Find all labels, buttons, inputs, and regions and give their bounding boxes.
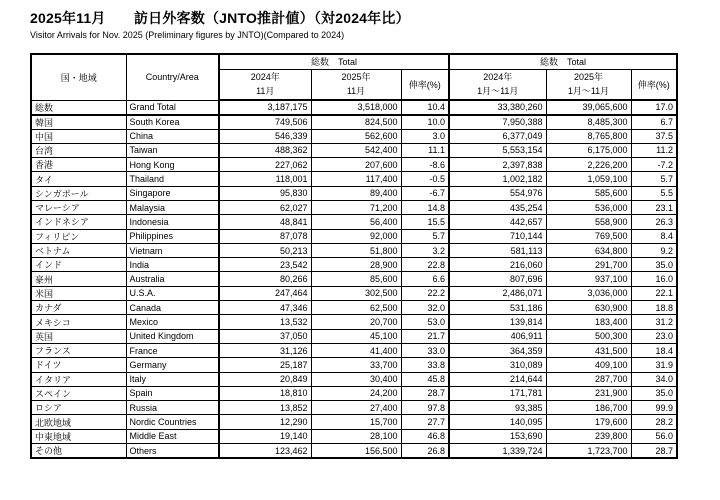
col-header-country-jp: 国・地域 (31, 54, 126, 100)
cell-country-jp: 台湾 (31, 143, 126, 157)
month-label: 11月 (256, 86, 275, 97)
cell-ytd-2024: 6,377,049 (449, 129, 546, 143)
table-body (31, 100, 677, 458)
cell-nov-2024: 23,542 (219, 258, 311, 272)
cell-nov-2024: 25,187 (219, 358, 311, 372)
cell-country-jp: シンガポール (31, 186, 126, 200)
cell-country-en: Spain (126, 386, 219, 400)
cell-country-jp: 米国 (31, 286, 126, 300)
cell-ytd-2025: 937,100 (546, 272, 631, 286)
table-row (31, 358, 677, 372)
cell-ytd-2024: 153,690 (449, 429, 546, 443)
cell-nov-2024: 50,213 (219, 243, 311, 257)
cell-ytd-2024: 214,644 (449, 372, 546, 386)
cell-ytd-2024: 33,380,260 (449, 100, 546, 115)
cell-nov-2025: 56,400 (311, 215, 401, 229)
cell-country-jp: その他 (31, 444, 126, 459)
cell-growth-nov: 11.1 (401, 143, 449, 157)
cell-growth-nov: 97.8 (401, 401, 449, 415)
cell-nov-2024: 47,346 (219, 301, 311, 315)
cell-country-en: Canada (126, 301, 219, 315)
table-row (31, 100, 677, 115)
table-row (31, 115, 677, 130)
cell-growth-nov: -6.7 (401, 186, 449, 200)
cell-country-jp: スペイン (31, 386, 126, 400)
cell-ytd-2025: 6,175,000 (546, 143, 631, 157)
cell-country-jp: ベトナム (31, 243, 126, 257)
cell-growth-ytd: 6.7 (631, 115, 677, 130)
cell-growth-ytd: 5.5 (631, 186, 677, 200)
cell-ytd-2024: 5,553,154 (449, 143, 546, 157)
cell-ytd-2024: 140,095 (449, 415, 546, 429)
cell-country-en: Singapore (126, 186, 219, 200)
cell-ytd-2024: 2,397,838 (449, 158, 546, 172)
cell-growth-nov: 15.5 (401, 215, 449, 229)
cell-country-jp: イタリア (31, 372, 126, 386)
cell-nov-2025: 71,200 (311, 200, 401, 214)
cell-growth-ytd: 99.9 (631, 401, 677, 415)
table-row (31, 172, 677, 186)
col-group-total-monthly: 総数 Total (219, 54, 449, 69)
cell-growth-nov: 28.7 (401, 386, 449, 400)
cell-country-en: France (126, 343, 219, 357)
cell-ytd-2025: 186,700 (546, 401, 631, 415)
col-header-2025-ytd (546, 69, 631, 100)
cell-nov-2024: 18,810 (219, 386, 311, 400)
cell-country-en: Russia (126, 401, 219, 415)
cell-ytd-2024: 1,339,724 (449, 444, 546, 459)
cell-nov-2024: 31,126 (219, 343, 311, 357)
cell-ytd-2025: 179,600 (546, 415, 631, 429)
cell-country-jp: 豪州 (31, 272, 126, 286)
cell-country-jp: メキシコ (31, 315, 126, 329)
cell-growth-nov: 26.8 (401, 444, 449, 459)
col-header-country-en: Country/Area (126, 54, 219, 100)
cell-ytd-2024: 531,186 (449, 301, 546, 315)
cell-nov-2024: 37,050 (219, 329, 311, 343)
page-subtitle: Visitor Arrivals for Nov. 2025 (Preliminary figures by JNTO)(Compared to 2024) (30, 30, 345, 40)
table-row (31, 158, 677, 172)
cell-nov-2025: 562,600 (311, 129, 401, 143)
cell-nov-2024: 12,290 (219, 415, 311, 429)
cell-nov-2024: 95,830 (219, 186, 311, 200)
page-title: 2025年11月 訪日外客数（JNTO推計値）（対2024年比） (30, 10, 410, 26)
cell-growth-nov: 10.4 (401, 100, 449, 115)
cell-nov-2024: 488,362 (219, 143, 311, 157)
cell-growth-ytd: 35.0 (631, 386, 677, 400)
cell-nov-2025: 302,500 (311, 286, 401, 300)
cell-nov-2024: 3,187,175 (219, 100, 311, 115)
cell-country-en: Vietnam (126, 243, 219, 257)
col-header-growth-nov: 伸率(%) (401, 69, 449, 100)
cell-country-jp: 北欧地域 (31, 415, 126, 429)
cell-ytd-2025: 431,500 (546, 343, 631, 357)
year-label: 2024年 (483, 72, 513, 83)
month-label: 1月～11月 (477, 86, 519, 97)
cell-ytd-2025: 239,800 (546, 429, 631, 443)
year-label: 2024年 (250, 72, 280, 83)
cell-nov-2025: 41,400 (311, 343, 401, 357)
cell-nov-2025: 117,400 (311, 172, 401, 186)
cell-ytd-2024: 581,113 (449, 243, 546, 257)
cell-growth-ytd: 35.0 (631, 258, 677, 272)
cell-nov-2024: 749,506 (219, 115, 311, 130)
month-label: 1月～11月 (567, 86, 610, 97)
cell-growth-ytd: 28.2 (631, 415, 677, 429)
cell-country-jp: ドイツ (31, 358, 126, 372)
cell-ytd-2024: 435,254 (449, 200, 546, 214)
table-row (31, 186, 677, 200)
cell-country-jp: カナダ (31, 301, 126, 315)
cell-nov-2025: 62,500 (311, 301, 401, 315)
cell-growth-ytd: 11.2 (631, 143, 677, 157)
table-row (31, 143, 677, 157)
cell-country-en: Grand Total (126, 100, 219, 115)
cell-growth-nov: 27.7 (401, 415, 449, 429)
table-row (31, 200, 677, 214)
table-row (31, 301, 677, 315)
cell-nov-2025: 28,100 (311, 429, 401, 443)
table-row (31, 444, 677, 459)
cell-nov-2025: 92,000 (311, 229, 401, 243)
cell-nov-2024: 80,266 (219, 272, 311, 286)
cell-ytd-2025: 39,065,600 (546, 100, 631, 115)
col-header-2024-nov (219, 69, 311, 100)
cell-ytd-2025: 287,700 (546, 372, 631, 386)
cell-country-en: Taiwan (126, 143, 219, 157)
cell-growth-nov: 33.0 (401, 343, 449, 357)
cell-country-en: South Korea (126, 115, 219, 130)
cell-ytd-2025: 558,900 (546, 215, 631, 229)
cell-nov-2024: 20,849 (219, 372, 311, 386)
cell-growth-nov: -0.5 (401, 172, 449, 186)
cell-ytd-2024: 93,385 (449, 401, 546, 415)
cell-country-en: Philippines (126, 229, 219, 243)
cell-ytd-2025: 500,300 (546, 329, 631, 343)
cell-growth-ytd: 34.0 (631, 372, 677, 386)
cell-country-en: India (126, 258, 219, 272)
col-header-growth-ytd: 伸率(%) (631, 69, 677, 100)
year-label: 2025年 (341, 72, 371, 83)
cell-nov-2025: 3,518,000 (311, 100, 401, 115)
cell-growth-ytd: 5.7 (631, 172, 677, 186)
cell-ytd-2025: 8,765,800 (546, 129, 631, 143)
cell-ytd-2024: 554,976 (449, 186, 546, 200)
cell-country-en: Hong Kong (126, 158, 219, 172)
table-row (31, 343, 677, 357)
cell-nov-2025: 27,400 (311, 401, 401, 415)
table-row (31, 329, 677, 343)
cell-growth-nov: 22.8 (401, 258, 449, 272)
cell-ytd-2025: 183,400 (546, 315, 631, 329)
cell-country-jp: マレーシア (31, 200, 126, 214)
cell-country-jp: 総数 (31, 100, 126, 115)
cell-country-jp: フランス (31, 343, 126, 357)
cell-growth-nov: 53.0 (401, 315, 449, 329)
cell-growth-nov: 33.8 (401, 358, 449, 372)
cell-country-jp: インド (31, 258, 126, 272)
cell-country-jp: 英国 (31, 329, 126, 343)
cell-growth-nov: 32.0 (401, 301, 449, 315)
cell-growth-nov: 46.8 (401, 429, 449, 443)
cell-growth-ytd: 37.5 (631, 129, 677, 143)
cell-growth-nov: 6.6 (401, 272, 449, 286)
cell-country-en: Mexico (126, 315, 219, 329)
col-header-2025-nov (311, 69, 401, 100)
cell-ytd-2024: 139,814 (449, 315, 546, 329)
cell-nov-2025: 207,600 (311, 158, 401, 172)
cell-country-en: Thailand (126, 172, 219, 186)
cell-growth-ytd: -7.2 (631, 158, 677, 172)
cell-nov-2024: 247,464 (219, 286, 311, 300)
table-row (31, 315, 677, 329)
cell-nov-2025: 15,700 (311, 415, 401, 429)
cell-ytd-2025: 2,226,200 (546, 158, 631, 172)
cell-ytd-2025: 3,036,000 (546, 286, 631, 300)
cell-nov-2025: 20,700 (311, 315, 401, 329)
cell-country-en: Australia (126, 272, 219, 286)
cell-country-en: Nordic Countries (126, 415, 219, 429)
cell-country-jp: ロシア (31, 401, 126, 415)
cell-ytd-2024: 364,359 (449, 343, 546, 357)
cell-ytd-2025: 291,700 (546, 258, 631, 272)
cell-ytd-2025: 769,500 (546, 229, 631, 243)
cell-ytd-2025: 1,723,700 (546, 444, 631, 459)
cell-ytd-2024: 1,002,182 (449, 172, 546, 186)
cell-nov-2024: 118,001 (219, 172, 311, 186)
cell-growth-nov: 3.2 (401, 243, 449, 257)
cell-nov-2025: 28,900 (311, 258, 401, 272)
cell-growth-nov: 21.7 (401, 329, 449, 343)
cell-country-jp: インドネシア (31, 215, 126, 229)
cell-ytd-2024: 171,781 (449, 386, 546, 400)
cell-ytd-2025: 409,100 (546, 358, 631, 372)
cell-country-jp: タイ (31, 172, 126, 186)
cell-ytd-2025: 634,800 (546, 243, 631, 257)
cell-nov-2025: 30,400 (311, 372, 401, 386)
cell-country-en: United Kingdom (126, 329, 219, 343)
cell-ytd-2025: 585,600 (546, 186, 631, 200)
cell-growth-ytd: 56.0 (631, 429, 677, 443)
table-row (31, 258, 677, 272)
cell-country-en: Middle East (126, 429, 219, 443)
table-row (31, 386, 677, 400)
cell-nov-2024: 546,339 (219, 129, 311, 143)
table-row (31, 429, 677, 443)
cell-growth-nov: 45.8 (401, 372, 449, 386)
cell-nov-2025: 24,200 (311, 386, 401, 400)
cell-nov-2025: 824,500 (311, 115, 401, 130)
cell-country-jp: 中国 (31, 129, 126, 143)
cell-growth-ytd: 18.4 (631, 343, 677, 357)
cell-ytd-2024: 442,657 (449, 215, 546, 229)
table-row (31, 286, 677, 300)
cell-growth-nov: -8.6 (401, 158, 449, 172)
cell-nov-2025: 89,400 (311, 186, 401, 200)
table-row (31, 415, 677, 429)
table-row (31, 229, 677, 243)
cell-country-en: Italy (126, 372, 219, 386)
cell-nov-2024: 19,140 (219, 429, 311, 443)
cell-ytd-2024: 310,089 (449, 358, 546, 372)
cell-growth-ytd: 8.4 (631, 229, 677, 243)
month-label: 11月 (346, 86, 366, 97)
header-group-row (31, 54, 677, 69)
table-row (31, 129, 677, 143)
visitor-arrivals-table (30, 53, 678, 459)
table-row (31, 272, 677, 286)
table-header (31, 54, 677, 100)
cell-country-en: Others (126, 444, 219, 459)
table-row (31, 401, 677, 415)
cell-growth-ytd: 31.9 (631, 358, 677, 372)
cell-country-jp: 中東地域 (31, 429, 126, 443)
col-group-total-ytd: 総数 Total (449, 54, 677, 69)
cell-ytd-2025: 536,000 (546, 200, 631, 214)
cell-ytd-2025: 8,485,300 (546, 115, 631, 130)
cell-growth-nov: 10.0 (401, 115, 449, 130)
table-row (31, 243, 677, 257)
cell-country-jp: 香港 (31, 158, 126, 172)
cell-ytd-2024: 2,486,071 (449, 286, 546, 300)
cell-nov-2024: 62,027 (219, 200, 311, 214)
cell-nov-2025: 45,100 (311, 329, 401, 343)
cell-nov-2024: 87,078 (219, 229, 311, 243)
cell-nov-2024: 13,532 (219, 315, 311, 329)
table-row (31, 372, 677, 386)
cell-growth-ytd: 22.1 (631, 286, 677, 300)
table-row (31, 215, 677, 229)
cell-growth-ytd: 18.8 (631, 301, 677, 315)
cell-growth-nov: 14.8 (401, 200, 449, 214)
cell-country-jp: フィリピン (31, 229, 126, 243)
cell-growth-nov: 22.2 (401, 286, 449, 300)
cell-country-en: Germany (126, 358, 219, 372)
cell-nov-2025: 51,800 (311, 243, 401, 257)
cell-growth-ytd: 23.0 (631, 329, 677, 343)
cell-growth-ytd: 9.2 (631, 243, 677, 257)
cell-country-jp: 韓国 (31, 115, 126, 130)
cell-country-en: China (126, 129, 219, 143)
cell-nov-2025: 85,600 (311, 272, 401, 286)
cell-country-en: Indonesia (126, 215, 219, 229)
cell-growth-ytd: 17.0 (631, 100, 677, 115)
cell-nov-2025: 542,400 (311, 143, 401, 157)
cell-nov-2024: 123,462 (219, 444, 311, 459)
cell-ytd-2025: 231,900 (546, 386, 631, 400)
year-label: 2025年 (573, 72, 604, 83)
cell-growth-ytd: 16.0 (631, 272, 677, 286)
cell-ytd-2024: 710,144 (449, 229, 546, 243)
cell-growth-nov: 5.7 (401, 229, 449, 243)
cell-nov-2024: 13,852 (219, 401, 311, 415)
cell-growth-ytd: 28.7 (631, 444, 677, 459)
cell-nov-2025: 33,700 (311, 358, 401, 372)
cell-growth-nov: 3.0 (401, 129, 449, 143)
cell-growth-ytd: 26.3 (631, 215, 677, 229)
cell-ytd-2024: 807,696 (449, 272, 546, 286)
col-header-2024-ytd (449, 69, 546, 100)
cell-ytd-2025: 630,900 (546, 301, 631, 315)
cell-ytd-2025: 1,059,100 (546, 172, 631, 186)
cell-ytd-2024: 7,950,388 (449, 115, 546, 130)
cell-growth-ytd: 31.2 (631, 315, 677, 329)
cell-ytd-2024: 406,911 (449, 329, 546, 343)
cell-ytd-2024: 216,060 (449, 258, 546, 272)
cell-nov-2024: 227,062 (219, 158, 311, 172)
cell-country-en: U.S.A. (126, 286, 219, 300)
cell-nov-2025: 156,500 (311, 444, 401, 459)
cell-growth-ytd: 23.1 (631, 200, 677, 214)
cell-nov-2024: 48,841 (219, 215, 311, 229)
cell-country-en: Malaysia (126, 200, 219, 214)
